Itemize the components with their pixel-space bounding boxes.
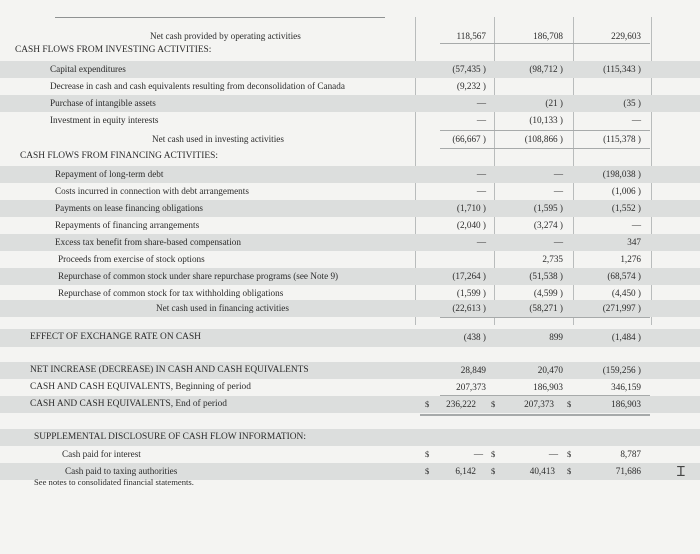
value-2017: 40,413 bbox=[529, 466, 555, 476]
value-2018: (438 ) bbox=[463, 332, 486, 342]
financing-row bbox=[0, 166, 700, 183]
value-2016: 186,903 bbox=[611, 399, 641, 409]
financing-row bbox=[0, 217, 700, 234]
value-2018: (1,599 ) bbox=[456, 288, 486, 298]
value-2017: (108,866 ) bbox=[524, 134, 563, 144]
value-2017: 186,903 bbox=[533, 382, 563, 392]
value-2017: (1,595 ) bbox=[533, 203, 563, 213]
row-label: Repurchase of common stock for tax withholding obligations bbox=[58, 288, 284, 298]
value-2016: 346,159 bbox=[611, 382, 641, 392]
net-change-row bbox=[0, 362, 700, 379]
value-2017: 20,470 bbox=[537, 365, 563, 375]
value-2018: (17,264 ) bbox=[452, 271, 486, 281]
value-2018: 118,567 bbox=[456, 31, 486, 41]
value-2017: — bbox=[548, 449, 558, 459]
financing-row bbox=[0, 200, 700, 217]
value-2018: — bbox=[476, 115, 486, 125]
section-heading: CASH FLOWS FROM INVESTING ACTIVITIES: bbox=[15, 45, 212, 55]
value-2018: (1,710 ) bbox=[456, 203, 486, 213]
value-2016: (271,997 ) bbox=[602, 303, 641, 313]
supplemental-header-row bbox=[0, 429, 700, 446]
dollar-sign: $ bbox=[567, 466, 572, 476]
dollar-sign: $ bbox=[567, 449, 572, 459]
dollar-sign: $ bbox=[425, 466, 430, 476]
dollar-sign: $ bbox=[491, 399, 496, 409]
value-2017: 2,735 bbox=[542, 254, 563, 264]
value-2017: (58,271 ) bbox=[529, 303, 563, 313]
value-2016: (35 ) bbox=[623, 98, 641, 108]
value-2018: (22,613 ) bbox=[452, 303, 486, 313]
row-label: Proceeds from exercise of stock options bbox=[58, 254, 205, 264]
row-label: Repayment of long-term debt bbox=[55, 169, 164, 179]
investing-row bbox=[0, 61, 700, 78]
value-2018: — bbox=[476, 98, 486, 108]
row-label: Repurchase of common stock under share repurchase programs (see Note 9) bbox=[58, 271, 339, 281]
value-2016: (1,006 ) bbox=[611, 186, 641, 196]
value-2018: 6,142 bbox=[455, 466, 476, 476]
value-2016: 347 bbox=[627, 237, 641, 247]
top-rule bbox=[55, 17, 385, 18]
value-2017: — bbox=[553, 169, 563, 179]
value-2016: (115,378 ) bbox=[603, 134, 641, 144]
row-label: NET INCREASE (DECREASE) IN CASH AND CASH EQUIVALENTS bbox=[30, 365, 309, 375]
section-heading: SUPPLEMENTAL DISCLOSURE OF CASH FLOW INFORMATION: bbox=[34, 432, 306, 442]
value-2016: 1,276 bbox=[620, 254, 641, 264]
value-2017: 186,708 bbox=[533, 31, 563, 41]
fx-effect-row bbox=[0, 329, 700, 347]
value-2017: (98,712 ) bbox=[529, 64, 563, 74]
row-label: Cash paid for interest bbox=[62, 449, 141, 459]
dollar-sign: $ bbox=[425, 399, 430, 409]
footnote: See notes to consolidated financial statements. bbox=[34, 477, 194, 487]
value-2017: 899 bbox=[549, 332, 563, 342]
value-2016: (159,256 ) bbox=[602, 365, 641, 375]
section-heading: CASH FLOWS FROM FINANCING ACTIVITIES: bbox=[20, 151, 218, 161]
value-2016: (115,343 ) bbox=[603, 64, 641, 74]
value-2017: (21 ) bbox=[545, 98, 563, 108]
row-label: Net cash used in investing activities bbox=[152, 134, 284, 144]
value-2018: (2,040 ) bbox=[456, 220, 486, 230]
value-2018: — bbox=[476, 186, 486, 196]
value-2016: (1,552 ) bbox=[611, 203, 641, 213]
row-label: Costs incurred in connection with debt arrangements bbox=[55, 186, 249, 196]
row-label: Cash paid to taxing authorities bbox=[65, 466, 178, 476]
financing-row bbox=[0, 234, 700, 251]
value-2018: — bbox=[476, 169, 486, 179]
dollar-sign: $ bbox=[491, 449, 496, 459]
cash-end-row bbox=[0, 396, 700, 413]
value-2016: 229,603 bbox=[611, 31, 641, 41]
financing-header-row bbox=[0, 148, 700, 165]
row-label: EFFECT OF EXCHANGE RATE ON CASH bbox=[30, 332, 201, 342]
dollar-sign: $ bbox=[567, 399, 572, 409]
value-2016: — bbox=[631, 115, 641, 125]
total-double-rule bbox=[420, 414, 650, 416]
supplemental-row bbox=[0, 446, 700, 463]
row-label: Repayments of financing arrangements bbox=[55, 220, 200, 230]
investing-header-row bbox=[0, 42, 700, 59]
row-label: Decrease in cash and cash equivalents resulting from deconsolidation of Canada bbox=[50, 81, 345, 91]
value-2018: 28,849 bbox=[460, 365, 486, 375]
value-2016: 8,787 bbox=[620, 449, 641, 459]
net-financing-row bbox=[0, 300, 700, 317]
value-2018: (9,232 ) bbox=[456, 81, 486, 91]
value-2017: (10,133 ) bbox=[529, 115, 563, 125]
value-2018: 236,222 bbox=[446, 399, 476, 409]
row-label: Excess tax benefit from share-based compensation bbox=[55, 237, 241, 247]
value-2018: (57,435 ) bbox=[452, 64, 486, 74]
cash-beginning-row bbox=[0, 379, 700, 396]
value-2018: (66,667 ) bbox=[452, 134, 486, 144]
subtotal-rule bbox=[440, 317, 650, 318]
value-2017: (4,599 ) bbox=[533, 288, 563, 298]
row-label: Net cash used in financing activities bbox=[156, 303, 289, 313]
row-label: CASH AND CASH EQUIVALENTS, Beginning of period bbox=[30, 382, 251, 392]
financing-row bbox=[0, 251, 700, 268]
investing-row bbox=[0, 95, 700, 112]
row-label: Investment in equity interests bbox=[50, 115, 159, 125]
value-2017: — bbox=[553, 237, 563, 247]
value-2016: (1,484 ) bbox=[611, 332, 641, 342]
value-2016: (198,038 ) bbox=[602, 169, 641, 179]
row-label: Net cash provided by operating activities bbox=[150, 31, 301, 41]
value-2017: 207,373 bbox=[524, 399, 554, 409]
value-2016: 71,686 bbox=[615, 466, 641, 476]
investing-row bbox=[0, 78, 700, 95]
net-investing-row bbox=[0, 131, 700, 148]
dollar-sign: $ bbox=[491, 466, 496, 476]
value-2018: 207,373 bbox=[456, 382, 486, 392]
row-label: CASH AND CASH EQUIVALENTS, End of period bbox=[30, 399, 227, 409]
financing-row bbox=[0, 268, 700, 285]
value-2017: (3,274 ) bbox=[533, 220, 563, 230]
row-label: Payments on lease financing obligations bbox=[55, 203, 203, 213]
row-label: Purchase of intangible assets bbox=[50, 98, 156, 108]
dollar-sign: $ bbox=[425, 449, 430, 459]
value-2016: (4,450 ) bbox=[611, 288, 641, 298]
text-cursor-icon: Ɪ bbox=[677, 464, 685, 480]
footnote-row bbox=[0, 474, 700, 491]
value-2018: — bbox=[473, 449, 483, 459]
value-2017: — bbox=[553, 186, 563, 196]
row-label: Capital expenditures bbox=[50, 64, 126, 74]
value-2016: (68,574 ) bbox=[607, 271, 641, 281]
investing-row bbox=[0, 112, 700, 129]
value-2017: (51,538 ) bbox=[529, 271, 563, 281]
financing-row bbox=[0, 183, 700, 200]
value-2018: — bbox=[476, 237, 486, 247]
value-2016: — bbox=[631, 220, 641, 230]
